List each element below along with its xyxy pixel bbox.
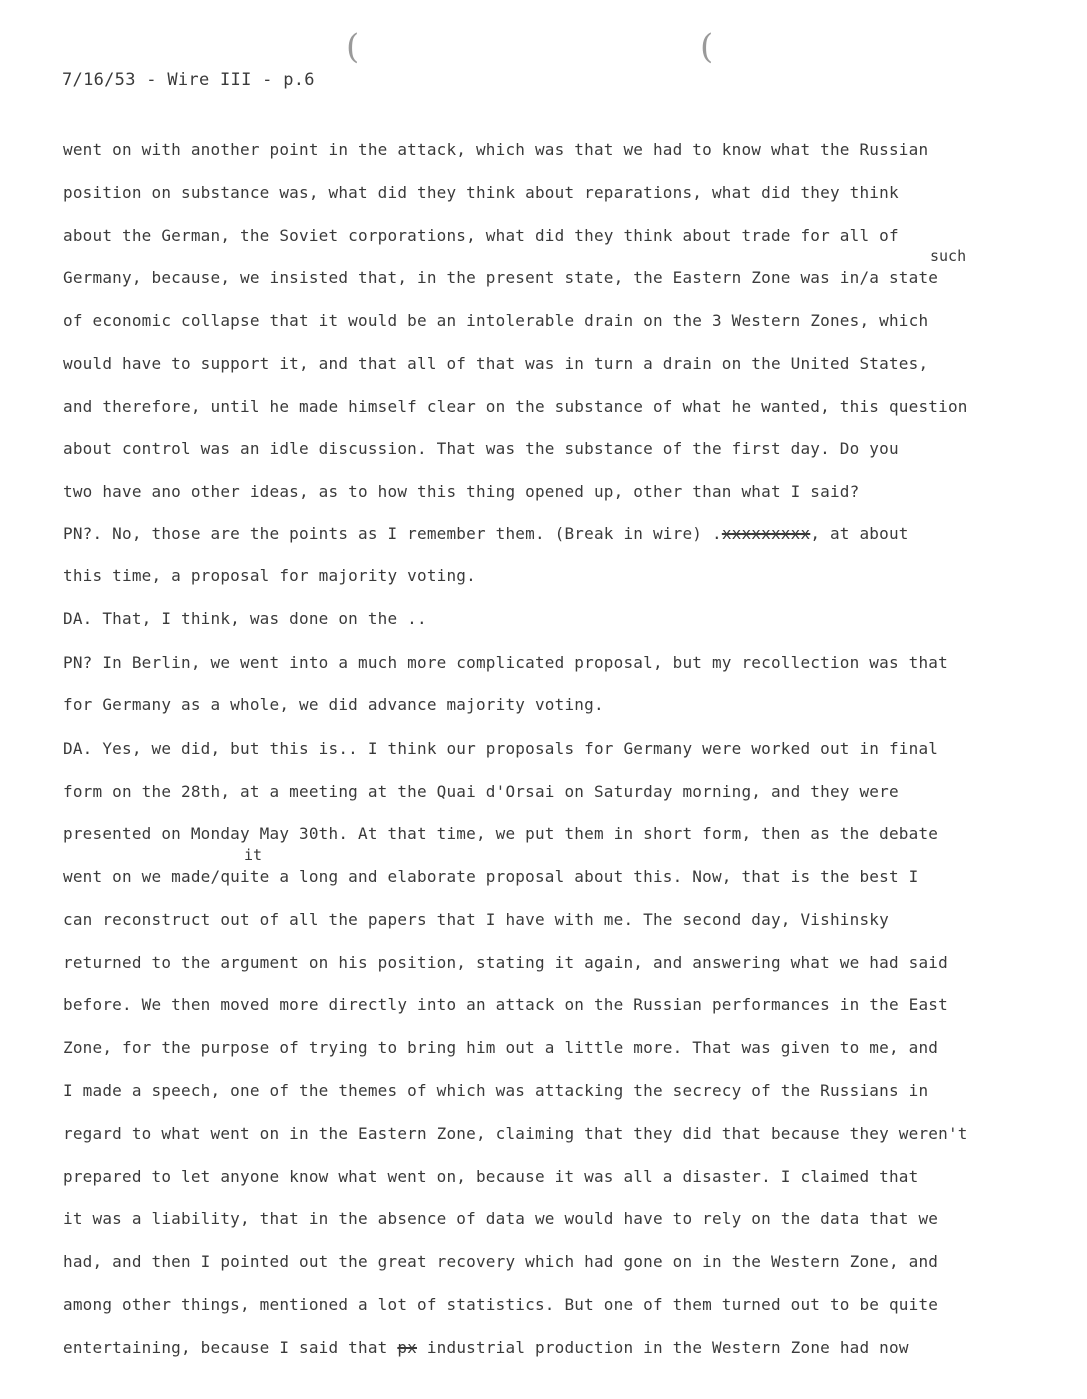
struck-text-px: px	[397, 1338, 417, 1357]
text-line-19: can reconstruct out of all the papers that I have with me. The second day, Vishinsky	[63, 910, 889, 929]
text-line-22: Zone, for the purpose of trying to bring him out a little more. That was given to me, and	[63, 1038, 939, 1057]
text-line-10	[63, 524, 909, 544]
page-header: 7/16/53 - Wire III - p.6	[62, 70, 315, 90]
text-line-29	[63, 1338, 909, 1358]
handwritten-insert-it: it	[244, 846, 263, 864]
text-line-7: and therefore, until he made himself clear on the substance of what he wanted, this question	[63, 397, 968, 416]
text-line-21: before. We then moved more directly into an attack on the Russian performances in the East	[63, 995, 948, 1014]
text-line-12: DA. That, I think, was done on the ..	[63, 609, 427, 628]
text-line-5: of economic collapse that it would be an intolerable drain on the 3 Western Zones, which	[63, 311, 929, 330]
text-line-27: had, and then I pointed out the great recovery which had gone on in the Western Zone, and	[63, 1252, 939, 1271]
text-line-28: among other things, mentioned a lot of statistics. But one of them turned out to be quite	[63, 1295, 939, 1314]
text-line-13: PN? In Berlin, we went into a much more complicated proposal, but my recollection was that	[63, 653, 948, 672]
text-line-4: Germany, because, we insisted that, in the present state, the Eastern Zone was in/a state	[63, 268, 939, 287]
text-line-14: for Germany as a whole, we did advance majority voting.	[63, 695, 604, 714]
text-line-9: two have ano other ideas, as to how this thing opened up, other than what I said?	[63, 482, 860, 501]
handwritten-insert-such: such	[930, 247, 967, 265]
text-line-18: went on we made/quite a long and elaborate proposal about this. Now, that is the best I	[63, 867, 919, 886]
punch-hole-mark-right: (	[700, 27, 714, 67]
text-line-25: prepared to let anyone know what went on, because it was all a disaster. I claimed that	[63, 1167, 919, 1186]
text-line-8: about control was an idle discussion. That was the substance of the first day. Do you	[63, 439, 899, 458]
text-line-6: would have to support it, and that all of that was in turn a drain on the United States,	[63, 354, 929, 373]
text-line-11: this time, a proposal for majority voting.	[63, 566, 476, 585]
speaker-line-pn-1: PN?. No, those are the points as I remember them. (Break in wire) .	[63, 524, 722, 543]
text-line-2: position on substance was, what did they think about reparations, what did they think	[63, 183, 899, 202]
text-after-strike-px: industrial production in the Western Zone had now	[426, 1338, 909, 1357]
text-line-17: presented on Monday May 30th. At that time, we put them in short form, then as the debate	[63, 824, 939, 843]
text-line-16: form on the 28th, at a meeting at the Quai d'Orsai on Saturday morning, and they were	[63, 782, 899, 801]
text-line-1: went on with another point in the attack, which was that we had to know what the Russian	[63, 140, 929, 159]
text-line-23: I made a speech, one of the themes of which was attacking the secrecy of the Russians in	[63, 1081, 929, 1100]
text-line-15: DA. Yes, we did, but this is.. I think our proposals for Germany were worked out in final	[63, 739, 939, 758]
punch-hole-mark-left: (	[346, 27, 360, 67]
struck-text: xxxxxxxxx	[721, 524, 811, 543]
text-line-26: it was a liability, that in the absence of data we would have to rely on the data that we	[63, 1209, 939, 1228]
text-line-24: regard to what went on in the Eastern Zone, claiming that they did that because they weren't	[63, 1124, 968, 1143]
text-line-3: about the German, the Soviet corporations, what did they think about trade for all of	[63, 226, 899, 245]
text-before-strike: entertaining, because I said that	[63, 1338, 398, 1357]
text-after-strike: , at about	[810, 524, 909, 543]
text-line-20: returned to the argument on his position, stating it again, and answering what we had said	[63, 953, 948, 972]
